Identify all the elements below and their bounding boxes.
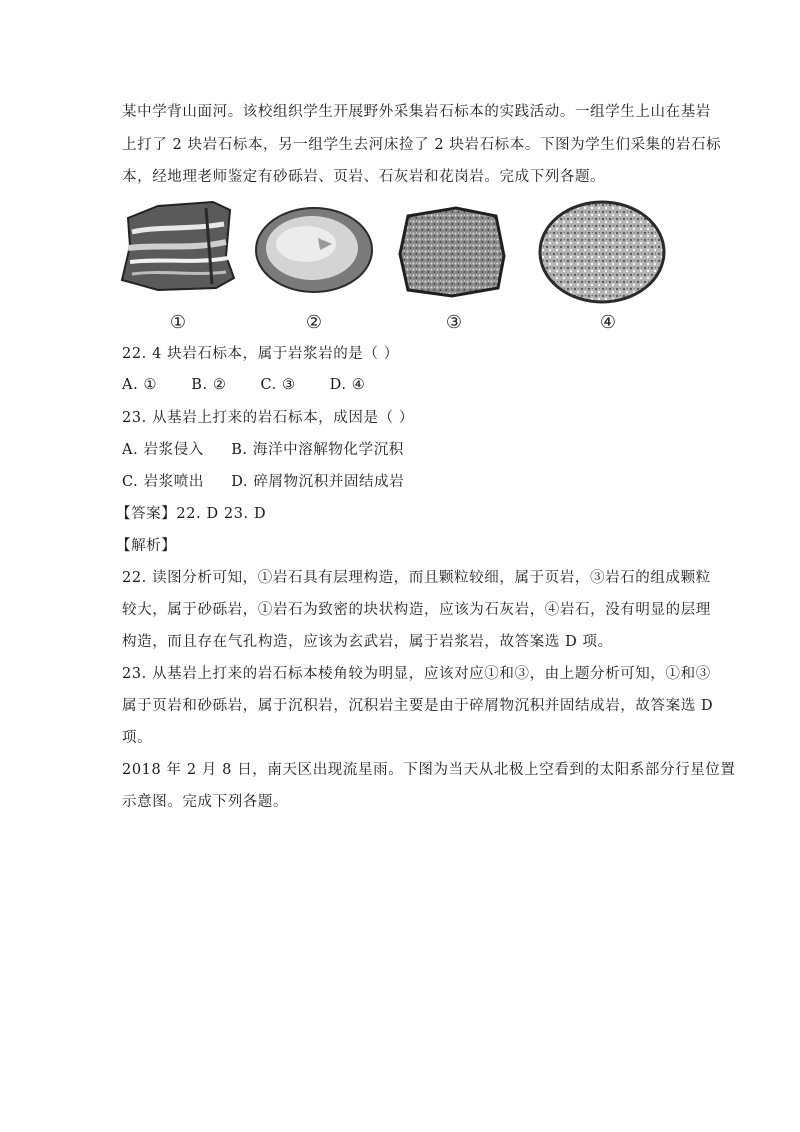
rock-specimens-figure: [118, 196, 678, 336]
figure-label-2: ②: [305, 312, 323, 333]
q23-stem: 23. 从基岩上打来的岩石标本，成因是（ ）: [122, 410, 414, 426]
q23-option-c: C. 岩浆喷出: [122, 474, 204, 490]
q23-option-b: B. 海洋中溶解物化学沉积: [231, 442, 404, 458]
answer-line: 【答案】22. D 23. D: [116, 506, 267, 522]
q22-stem: 22. 4 块岩石标本，属于岩浆岩的是（ ）: [122, 346, 399, 362]
intro-line-1: 某中学背山面河。该校组织学生开展野外采集岩石标本的实践活动。一组学生上山在基岩: [122, 104, 711, 120]
analysis-22-line-1: 22. 读图分析可知，①岩石具有层理构造，而且颗粒较细，属于页岩，③岩石的组成颗粒: [122, 570, 711, 586]
q22-option-b: B. ②: [191, 377, 227, 393]
q23-options-row-1: [122, 440, 404, 460]
next-question-intro-line-2: 示意图。完成下列各题。: [122, 794, 289, 810]
q22-options: [122, 375, 365, 395]
analysis-heading: 【解析】: [116, 538, 177, 554]
analysis-22-line-2: 较大，属于砂砾岩，①岩石为致密的块状构造，应该为石灰岩，④岩石，没有明显的层理: [122, 602, 711, 618]
figure-label-4: ④: [599, 312, 617, 333]
intro-line-2: 上打了 2 块岩石标本，另一组学生去河床捡了 2 块岩石标本。下图为学生们采集的岩石标: [122, 137, 722, 153]
rock-specimen-4: [540, 202, 664, 302]
q22-option-c: C. ③: [260, 377, 296, 393]
rock-specimen-2: [256, 208, 372, 292]
analysis-23-line-2: 属于页岩和砂砾岩，属于沉积岩，沉积岩主要是由于碎屑物沉积并固结成岩，故答案选 D: [122, 698, 714, 714]
q23-option-d: D. 碎屑物沉积并固结成岩: [231, 474, 405, 490]
q23-options-row-2: [122, 472, 404, 492]
intro-line-3: 本，经地理老师鉴定有砂砾岩、页岩、石灰岩和花岗岩。完成下列各题。: [122, 169, 606, 185]
q22-option-a: A. ①: [122, 377, 158, 393]
figure-label-3: ③: [445, 312, 463, 333]
analysis-23-line-3: 项。: [122, 730, 153, 746]
rock-specimen-1: [122, 202, 234, 290]
q23-option-a: A. 岩浆侵入: [122, 442, 204, 458]
rock-specimens-illustration: [118, 196, 678, 336]
q22-option-d: D. ④: [329, 377, 366, 393]
rock-specimen-3: [400, 208, 504, 296]
analysis-23-line-1: 23. 从基岩上打来的岩石标本棱角较为明显，应该对应①和③，由上题分析可知，①和③: [122, 666, 711, 682]
figure-label-1: ①: [169, 312, 187, 333]
next-question-intro-line-1: 2018 年 2 月 8 日，南天区出现流星雨。下图为当天从北极上空看到的太阳系部分行星位置: [122, 762, 736, 778]
analysis-22-line-3: 构造，而且存在气孔构造，应该为玄武岩，属于岩浆岩，故答案选 D 项。: [122, 634, 613, 650]
